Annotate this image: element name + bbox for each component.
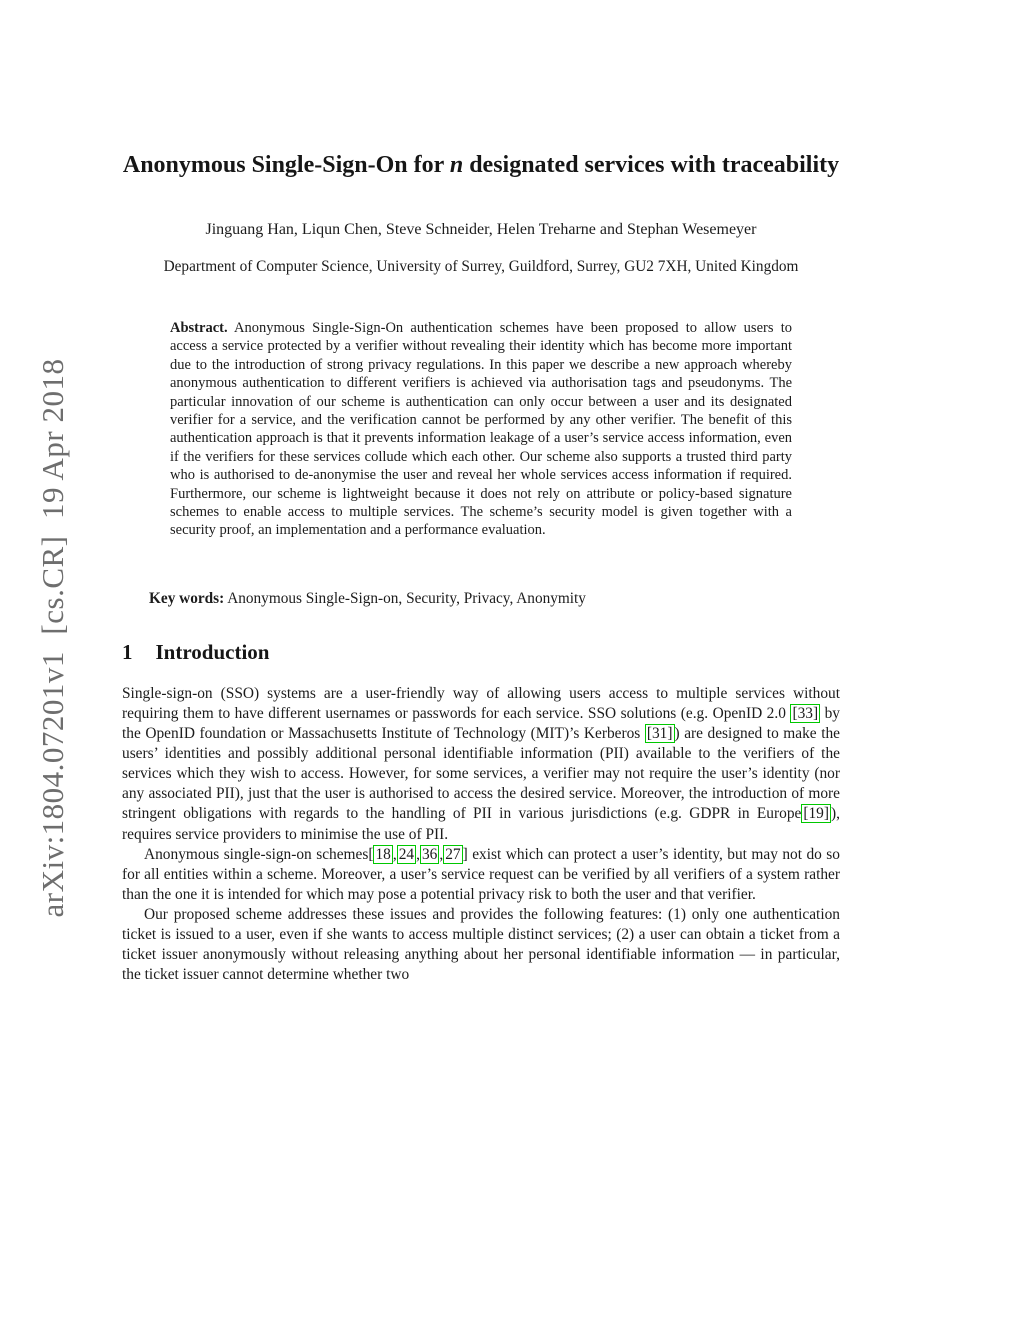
citation-link[interactable]: 36 (421, 845, 438, 863)
intro-paragraph: Anonymous single-sign-on schemes[ 18 , 24 , 36 , 27 ] exist which can protect a user’s identity, but may not do so for all entities within a scheme. Moreover, a user’s service request can be verified by all verifiers of a system rather than the one it is intended for which may pose a potential privacy risk to both the user and that verifier. (122, 845, 840, 903)
arxiv-watermark-text: arXiv:1804.07201v1 [cs.CR] 19 Apr 2018 (35, 358, 70, 918)
intro-paragraph: Our proposed scheme addresses these issues and provides the following features: (1) only one authentication ticket is issued to a user, even if she wants to access multiple distinct services; (2) a user can obtain a ticket from a ticket issuer anonymously without releasing anything about her personal identifiable information — in particular, the ticket issuer cannot determine whether two (122, 905, 840, 984)
citation-link[interactable]: 24 (398, 845, 415, 863)
citation-link[interactable]: [31] (646, 725, 673, 743)
paper-authors: Jinguang Han, Liqun Chen, Steve Schneider, Helen Treharne and Stephan Wesemeyer (205, 221, 757, 238)
abstract (170, 319, 792, 540)
paper-affiliation: Department of Computer Science, University of Surrey, Guildford, Surrey, GU2 7XH, United Kingdom (163, 258, 799, 275)
introduction-body (122, 684, 840, 985)
citation-link[interactable]: [33] (792, 704, 819, 722)
citation-link[interactable]: [19] (803, 805, 830, 823)
section-number: 1 (122, 639, 133, 664)
math-variable: n (449, 152, 464, 178)
intro-paragraph: Single-sign-on (SSO) systems are a user-friendly way of allowing users access to multiple services without requiring them to have different usernames or passwords for each service. SSO solutions (e.g. OpenID 2.0 [33] by the OpenID foundation or Massachusetts Institute of Technology (MIT)’s Kerberos [31] ) are designed to make the users’ identities and possibly additional personal identifiable information (PII) available to the verifiers of the services which they wish to access. However, for some services, a verifier may not require the user’s identity (nor any associated PII), just that the user is authorised to access the desired service. Moreover, the introduction of more stringent obligations with regards to the handling of PII in various jurisdictions (e.g. GDPR in Europe [19] ), requires service providers to minimise the use of PII. (122, 684, 840, 843)
keywords-label: Key words: (149, 589, 225, 607)
section-heading (122, 638, 840, 666)
abstract-text: Anonymous Single-Sign-On authentication schemes have been proposed to allow users to access a service protected by a verifier without revealing their identity which has become more important due to the introduction of strong privacy regulations. In this paper we describe a new approach whereby anonymous authentication to different verifiers is achieved via authorisation tags and pseudonyms. The particular innovation of our scheme is authentication can only occur between a user and its designated verifier for a service, and the verification cannot be performed by any other verifier. The benefit of this authentication approach is that it prevents information leakage of a user’s service access information, even if the verifiers for these services collude which each other. Our scheme also supports a trusted third party who is authorised to de-anonymise the user and reveal her whole services access information if required. Furthermore, our scheme is lightweight because it does not rely on attribute or policy-based signature schemes to enable access to multiple services. The scheme’s security model is given together with a security proof, an implementation and a performance evaluation. (170, 320, 792, 539)
section-title: Introduction (155, 639, 270, 664)
citation-link[interactable]: 18 (375, 845, 391, 863)
paper-content (122, 0, 840, 985)
abstract-label: Abstract. (170, 320, 228, 336)
paper-title: Anonymous Single-Sign-On for n designated services with traceability (122, 152, 840, 178)
keywords-text: Anonymous Single-Sign-on, Security, Privacy, Anonymity (227, 589, 586, 607)
keywords-line (149, 589, 840, 609)
citation-link[interactable]: 27 (445, 845, 461, 863)
